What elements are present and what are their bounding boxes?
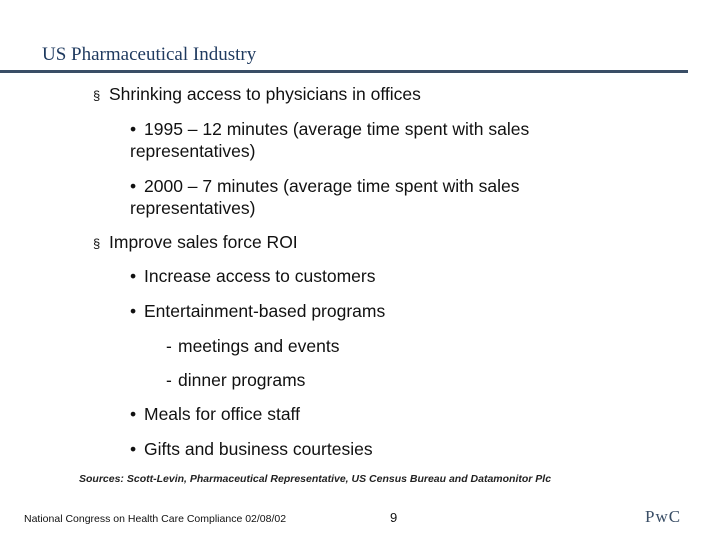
bullet-text: dinner programs: [178, 370, 306, 390]
bullet-text: Improve sales force ROI: [109, 232, 298, 252]
bullet-text: meetings and events: [178, 336, 340, 356]
bullet-level2-1995: [130, 118, 600, 162]
bullet-level2-meals: [130, 403, 600, 425]
bullet-level3-meetings: [166, 335, 586, 357]
dash-bullet-icon: -: [166, 336, 172, 356]
dash-bullet-icon: -: [166, 370, 172, 390]
bullet-level1-improve-roi: [93, 231, 653, 255]
bullet-text: 1995 – 12 minutes (average time spent with sales representatives): [130, 119, 530, 161]
bullet-text: Meals for office staff: [144, 404, 300, 424]
square-bullet-icon: §: [93, 236, 101, 251]
bullet-text: 2000 – 7 minutes (average time spent with sales representatives): [130, 176, 520, 218]
bullet-level2-2000: [130, 175, 600, 219]
round-bullet-icon: •: [130, 266, 137, 286]
sources-note: Sources: Scott-Levin, Pharmaceutical Representative, US Census Bureau and Datamonitor Plc: [79, 473, 552, 485]
round-bullet-icon: •: [130, 439, 137, 459]
bullet-level2-increase-access: [130, 265, 600, 287]
round-bullet-icon: •: [130, 176, 137, 196]
bullet-text: Shrinking access to physicians in offices: [109, 84, 421, 104]
bullet-text: Gifts and business courtesies: [144, 439, 373, 459]
footer-event-text: National Congress on Health Care Compliance 02/08/02: [24, 513, 287, 525]
round-bullet-icon: •: [130, 404, 137, 424]
bullet-text: Increase access to customers: [144, 266, 376, 286]
company-logo: PwC: [645, 507, 682, 526]
square-bullet-icon: §: [93, 88, 101, 103]
bullet-level2-entertainment: [130, 300, 600, 322]
bullet-level2-gifts: [130, 438, 600, 460]
bullet-level3-dinner: [166, 369, 586, 391]
bullet-level1-shrinking-access: [93, 83, 653, 107]
round-bullet-icon: •: [130, 301, 137, 321]
slide-title: US Pharmaceutical Industry: [42, 44, 257, 65]
page-number: 9: [390, 510, 398, 525]
round-bullet-icon: •: [130, 119, 137, 139]
bullet-text: Entertainment-based programs: [144, 301, 386, 321]
